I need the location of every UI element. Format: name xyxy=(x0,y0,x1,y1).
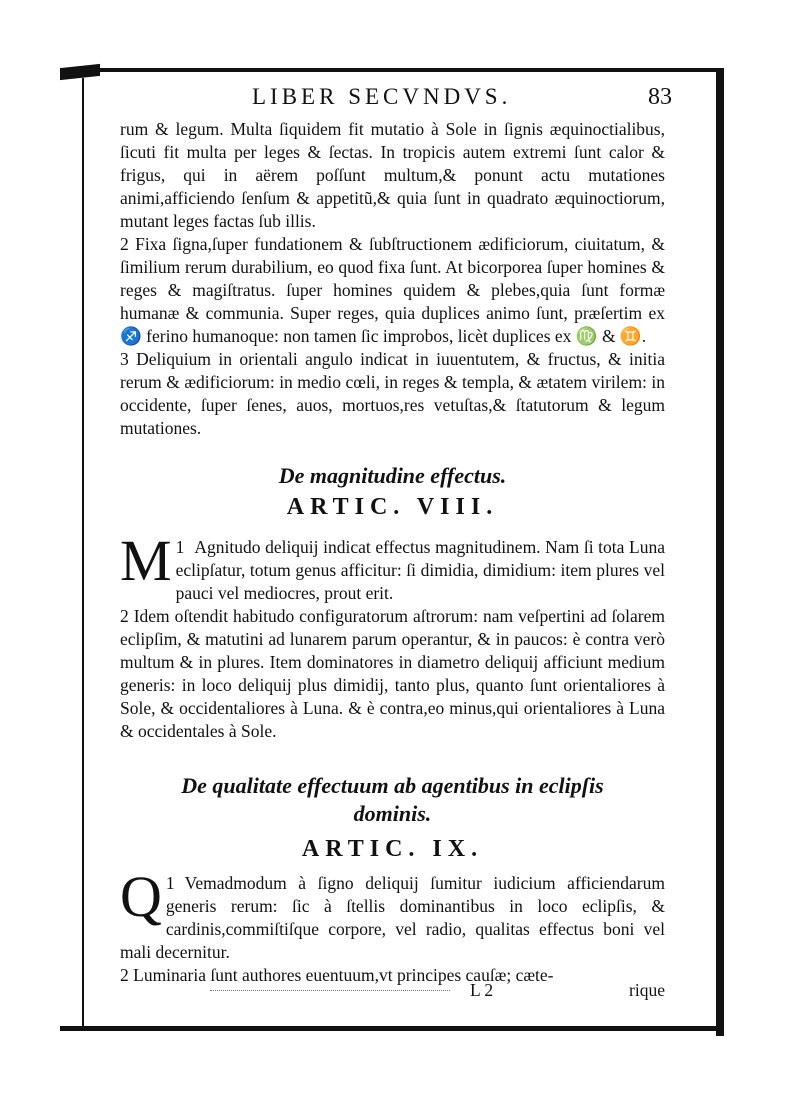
section-9-heading-line-1: De qualitate effectuum ab agentibus in eclipſis xyxy=(181,773,604,798)
page-footer xyxy=(120,980,665,1004)
section-8-article-label: ARTIC. VIII. xyxy=(286,494,499,520)
paragraph-text: Agnitudo deliquij indicat effectus magnitudinem. Nam ſi tota Luna eclipſatur, totum genus afficitur: ſi dimidia, dimidium: item plures vel pauci vel mediocres, prout erit. xyxy=(175,537,665,603)
paragraph-1 xyxy=(120,864,665,964)
page-right-edge xyxy=(716,68,724,1036)
paragraph-1 xyxy=(120,528,665,605)
section-8-heading: De magnitudine effectus. xyxy=(278,463,507,488)
running-head: LIBER SECVNDVS. xyxy=(252,84,512,109)
paragraph-number: 1 xyxy=(165,873,175,893)
drop-cap: M xyxy=(120,528,172,593)
paragraph-3: 3 Deliquium in orientali angulo indicat in iuuentutem, & fructus, & initia rerum & ædificiorum: in medio cœli, in reges & templa, & ætatem virilem: in occidente, ſuper ſenes, auos, mortuos,res vetuſtas,& ſtatutorum & legum mutationes. xyxy=(120,349,665,438)
text-block-top xyxy=(120,118,665,440)
page-left-edge xyxy=(82,78,84,1028)
page-corner-mark xyxy=(60,64,100,80)
page-number: 83 xyxy=(648,84,672,110)
page-top-edge xyxy=(60,68,722,72)
page-bottom-edge xyxy=(60,1026,724,1031)
catchword: rique xyxy=(629,980,665,1000)
page-header xyxy=(252,84,672,114)
paragraph-number: 1 xyxy=(175,537,185,557)
paragraph-2: 2 Luminaria ſunt authores euentuum,vt principes cauſæ; cæte- xyxy=(120,965,554,985)
paragraph-continued: rum & legum. Multa ſiquidem fit mutatio à Sole in ſignis æquinoctialibus, ſicuti fit multa per leges & ſectas. In tropicis autem extremi ſunt calor & frigus, qui in aërem poſſunt multum,& ponunt actu mutationes animi,afficiendo ſenſum & appetitũ,& quia ſunt in quadrato æquinoctiorum, mutant leges factas ſub illis. xyxy=(120,119,665,231)
paragraph-text: Vemadmodum à ſigno deliquij ſumitur iudicium afficiendarum generis rerum: ſic à ſtellis dominantibus in loco eclipſis, & cardinis,commiſtiſque corpore, vel radio, qualitas effectus boni vel mali decernitur. xyxy=(120,873,665,962)
section-9-heading-line-2: dominis. xyxy=(353,801,432,826)
signature-mark: L 2 xyxy=(470,980,494,1000)
paragraph-2: 2 Fixa ſigna,ſuper fundationem & ſubſtructionem ædificiorum, ciuitatum, & ſimilium rerum durabilium, eo quod fixa ſunt. At bicorporea ſuper homines & reges & magiſtratus. ſuper homines quidem & plebes,quia ſunt formæ humanæ & communia. Super reges, quia duplices animo ſunt, præſertim ex ♐ ferino humanoque: non tamen ſic improbos, licèt duplices ex ♍ & ♊. xyxy=(120,234,665,346)
drop-cap: Q xyxy=(120,864,162,929)
text-block-section-9 xyxy=(120,864,665,987)
text-block-section-8 xyxy=(120,528,665,743)
paragraph-2: 2 Idem oſtendit habitudo configuratorum aſtrorum: nam veſpertini ad ſolarem eclipſim, & matutini ad lunarem parum operantur, & in paucos: è contra verò multum & in plures. Item dominatores in diametro deliquij afficiunt medium generis: in loco deliquij plus dimidij, tanto plus, quanto ſunt orientaliores à Sole, & occidentaliores à Luna. & è contra,eo minus,qui orientaliores à Luna & occidentales à Sole. xyxy=(120,606,665,741)
section-9-article-label: ARTIC. IX. xyxy=(301,836,484,862)
